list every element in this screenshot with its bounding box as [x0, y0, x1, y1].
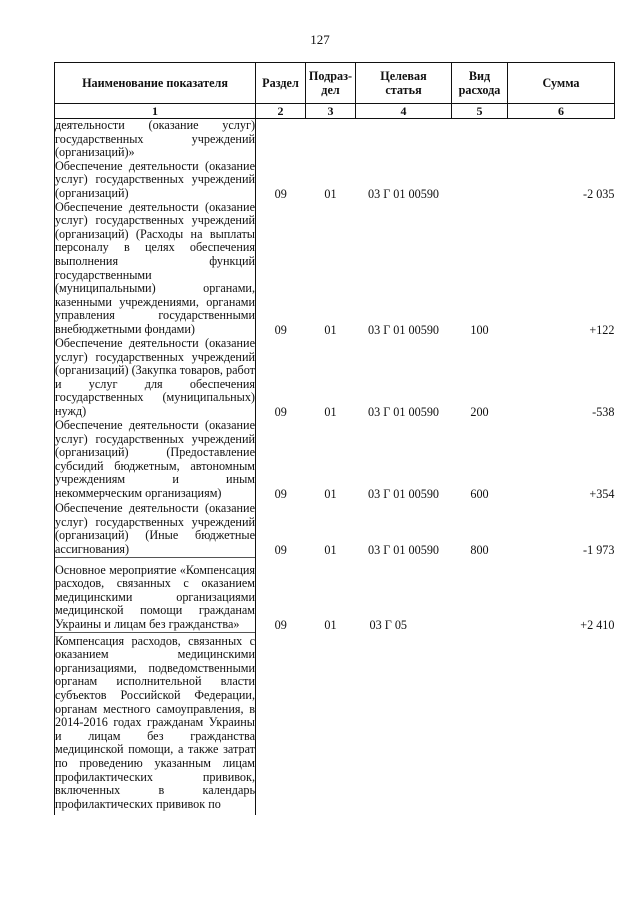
- table-row: [55, 419, 615, 501]
- row-subsection: 01: [324, 186, 337, 201]
- row-target: 03 Г 05: [369, 618, 408, 633]
- table-row: [55, 201, 615, 337]
- row-subsection: 01: [324, 404, 337, 419]
- table-header: [55, 63, 615, 119]
- row-subsection: 01: [324, 618, 337, 633]
- row-expense-type: [452, 632, 508, 815]
- header-col-number: 1: [55, 104, 256, 119]
- row-expense-type: 600: [470, 486, 489, 501]
- row-name: Обеспечение деятельности (оказание услуг) государственных учреждений (организаций) (Предоставление субсидий бюджетным, автономным учреждениям и иным некоммерческим организациям): [55, 418, 255, 500]
- row-subsection: 01: [324, 486, 337, 501]
- row-sum: [508, 119, 615, 160]
- header-expense-type: Вид расхода: [452, 63, 508, 104]
- header-col-number: 4: [356, 104, 452, 119]
- row-name: Обеспечение деятельности (оказание услуг) государственных учреждений (организаций) (Расходы на выплаты персоналу в целях обеспечения выполнения функций государственными (муниципальными) органами, казенными учреждениями, органами управления государственными внебюджетными фондами): [55, 199, 255, 336]
- row-sum: +354: [589, 486, 615, 501]
- row-sum: -538: [592, 404, 615, 419]
- page-number: 127: [310, 32, 330, 47]
- row-target: 03 Г 01 00590: [367, 486, 440, 501]
- row-sum: -1 973: [583, 543, 615, 558]
- row-sum: -2 035: [583, 186, 615, 201]
- row-target: 03 Г 01 00590: [367, 322, 440, 337]
- row-target: 03 Г 01 00590: [367, 404, 440, 419]
- header-subsection: Подраз- дел: [306, 63, 356, 104]
- row-section: 09: [274, 486, 287, 501]
- row-expense-type: [452, 557, 508, 632]
- header-col-number: 5: [452, 104, 508, 119]
- row-name: Компенсация расходов, связанных с оказанием медицинскими организациями, подведомственными органам исполнительной власти субъектов Российской Федерации, органам местного самоуправления, в 2014-2016 годах гражданам Украины и лицам без гражданства медицинской помощи, а также затрат по проведению указанным лицам профилактических прививок, включенных в календарь профилактических прививок по: [55, 632, 256, 815]
- table-row: [55, 632, 615, 815]
- header-name: Наименование показателя: [55, 63, 256, 104]
- row-section: 09: [274, 543, 287, 558]
- row-section: 09: [274, 186, 287, 201]
- row-sum: [508, 632, 615, 815]
- row-expense-type: 100: [470, 322, 489, 337]
- budget-table: [54, 62, 615, 815]
- row-expense-type: [452, 160, 508, 201]
- row-name: Обеспечение деятельности (оказание услуг) государственных учреждений (организаций): [55, 158, 255, 200]
- header-sum: Сумма: [508, 63, 615, 104]
- row-subsection: 01: [324, 322, 337, 337]
- table-row: [55, 119, 615, 160]
- row-name: Основное мероприятие «Компенсация расходов, связанных с оказанием медицинскими организациями медицинской помощи гражданам Украины и лицам без гражданства»: [55, 557, 256, 632]
- table-row: [55, 337, 615, 419]
- row-section: [256, 119, 306, 160]
- row-section: 09: [274, 322, 287, 337]
- header-section: Раздел: [256, 63, 306, 104]
- row-subsection: [306, 632, 356, 815]
- table-body: [55, 119, 615, 815]
- row-name: Обеспечение деятельности (оказание услуг) государственных учреждений (организаций) (Иные бюджетные ассигнования): [55, 501, 255, 556]
- row-expense-type: 800: [470, 543, 489, 558]
- row-expense-type: [452, 119, 508, 160]
- row-subsection: [306, 119, 356, 160]
- row-sum: +122: [589, 322, 615, 337]
- row-section: 09: [274, 618, 287, 633]
- row-subsection: 01: [324, 543, 337, 558]
- row-sum: +2 410: [580, 618, 615, 633]
- row-name: Обеспечение деятельности (оказание услуг) государственных учреждений (организаций) (Закупка товаров, работ и услуг для обеспечения государственных (муниципальных) нужд): [55, 336, 255, 418]
- table-row: [55, 501, 615, 558]
- header-col-number: 2: [256, 104, 306, 119]
- row-target: [356, 119, 452, 160]
- table-row: [55, 557, 615, 632]
- row-target: 03 Г 01 00590: [367, 543, 440, 558]
- row-target: 03 Г 01 00590: [367, 186, 440, 201]
- row-expense-type: 200: [470, 404, 489, 419]
- header-col-number: 6: [508, 104, 615, 119]
- row-section: [256, 632, 306, 815]
- header-col-number: 3: [306, 104, 356, 119]
- row-section: 09: [274, 404, 287, 419]
- row-name: деятельности (оказание услуг) государственных учреждений (организаций)»: [55, 118, 255, 160]
- header-target: Целевая статья: [356, 63, 452, 104]
- row-target: [356, 632, 452, 815]
- table-row: [55, 160, 615, 201]
